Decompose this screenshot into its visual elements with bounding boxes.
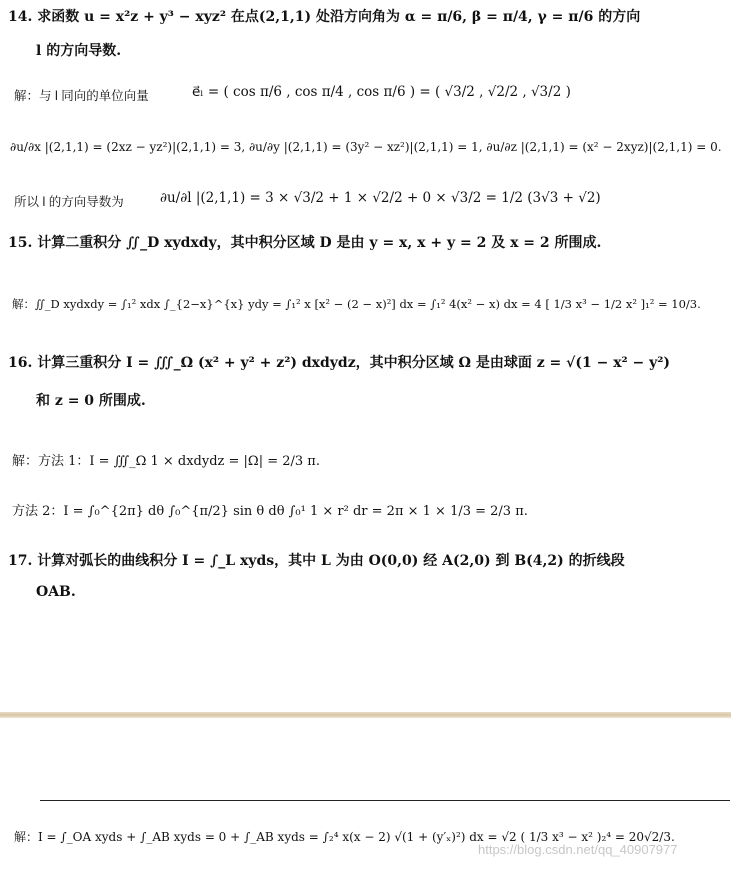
q14-solution-intro: 解：与 l 同向的单位向量	[14, 89, 149, 103]
q15-statement: 15. 计算二重积分 ∬_D xydxdy，其中积分区域 D 是由 y = x, x + y = 2 及 x = 2 所围成.	[8, 235, 602, 251]
q17-solution: 解：I = ∫_OA xyds + ∫_AB xyds = 0 + ∫_AB xyds = ∫₂⁴ x(x − 2) √(1 + (y′ₓ)²) dx = √2 ( 1/3 x³ − x² )₂⁴ = 20√2/3.	[14, 830, 675, 844]
q16-statement-line1: 16. 计算三重积分 I = ∭_Ω (x² + y² + z²) dxdydz，其中积分区域 Ω 是由球面 z = √(1 − x² − y²)	[8, 355, 671, 371]
horizontal-rule	[40, 800, 730, 801]
q17-statement-line2: OAB.	[36, 584, 76, 600]
page-divider	[0, 712, 731, 718]
q14-directional-derivative: ∂u/∂l |(2,1,1) = 3 × √3/2 + 1 × √2/2 + 0 × √3/2 = 1/2 (3√3 + √2)	[160, 190, 601, 206]
q17-statement-line1: 17. 计算对弧长的曲线积分 I = ∫_L xyds，其中 L 为由 O(0,0) 经 A(2,0) 到 B(4,2) 的折线段	[8, 553, 625, 569]
q16-method1: 解：方法 1：I = ∭_Ω 1 × dxdydz = |Ω| = 2/3 π.	[12, 454, 320, 469]
q14-statement-line1: 14. 求函数 u = x²z + y³ − xyz² 在点(2,1,1) 处沿方向角为 α = π/6, β = π/4, γ = π/6 的方向	[8, 9, 641, 25]
watermark: https://blog.csdn.net/qq_40907977	[478, 842, 678, 857]
q14-statement-line2: l 的方向导数.	[36, 43, 122, 59]
q14-unit-vector: e⃗ₗ = ( cos π/6 , cos π/4 , cos π/6 ) = ( √3/2 , √2/2 , √3/2 )	[192, 84, 571, 100]
q16-statement-line2: 和 z = 0 所围成.	[36, 393, 146, 409]
q15-solution: 解：∬_D xydxdy = ∫₁² xdx ∫_{2−x}^{x} ydy = ∫₁² x [x² − (2 − x)²] dx = ∫₁² 4(x² − x) dx = 4 [ 1/3 x³ − 1/2 x² ]₁² = 10/3.	[12, 297, 701, 311]
q16-method2: 方法 2：I = ∫₀^{2π} dθ ∫₀^{π/2} sin θ dθ ∫₀¹ 1 × r² dr = 2π × 1 × 1/3 = 2/3 π.	[12, 504, 528, 519]
q14-partial-derivatives: ∂u/∂x |(2,1,1) = (2xz − yz²)|(2,1,1) = 3, ∂u/∂y |(2,1,1) = (3y² − xz²)|(2,1,1) = 1, ∂u/∂z |(2,1,1) = (x² − 2xyz)|(2,1,1) = 0.	[10, 140, 722, 154]
q14-result-intro: 所以 l 的方向导数为	[14, 195, 124, 209]
